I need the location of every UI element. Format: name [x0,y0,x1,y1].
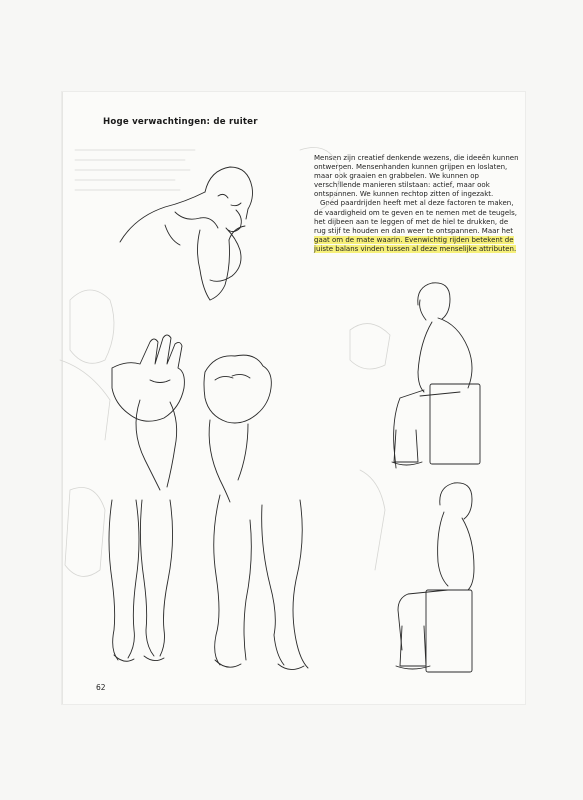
paragraph-2-text: Goed paardrijden heeft met al deze factoren te maken, de vaardigheid om te geven en te nemen met de teugels, het dijbeen aan te leggen of met de hiel te drukken, de rug stijf te houden en dan weer te ontspannen. Maar het [314,199,518,235]
legs-drawing-left [109,500,173,661]
thinking-figure-drawing [120,167,253,300]
slouched-rider-drawing [392,283,480,468]
upright-rider-drawing [396,483,474,672]
page-title: Hoge verwachtingen: de ruiter [103,117,258,127]
fist-drawing [204,355,271,502]
page-number: 62 [96,683,106,692]
paragraph-1: Mensen zijn creatief denkende wezens, die ideeën kunnen ontwerpen. Mensenhanden kunnen grijpen en loslaten, maar ook graaien en grabbelen. We kunnen op verschillende manieren stilstaan: actief, maar ook ontspannen. We kunnen rechtop zitten of ingezakt. [314,154,519,199]
legs-drawing-right [214,495,308,670]
highlighted-text: gaat om de mate waarin. Evenwichtig rijden betekent de juiste balans vinden tussen al deze menselijke attributen. [314,235,517,253]
bleed-through-drawings [60,148,390,577]
open-hand-drawing [112,335,184,490]
